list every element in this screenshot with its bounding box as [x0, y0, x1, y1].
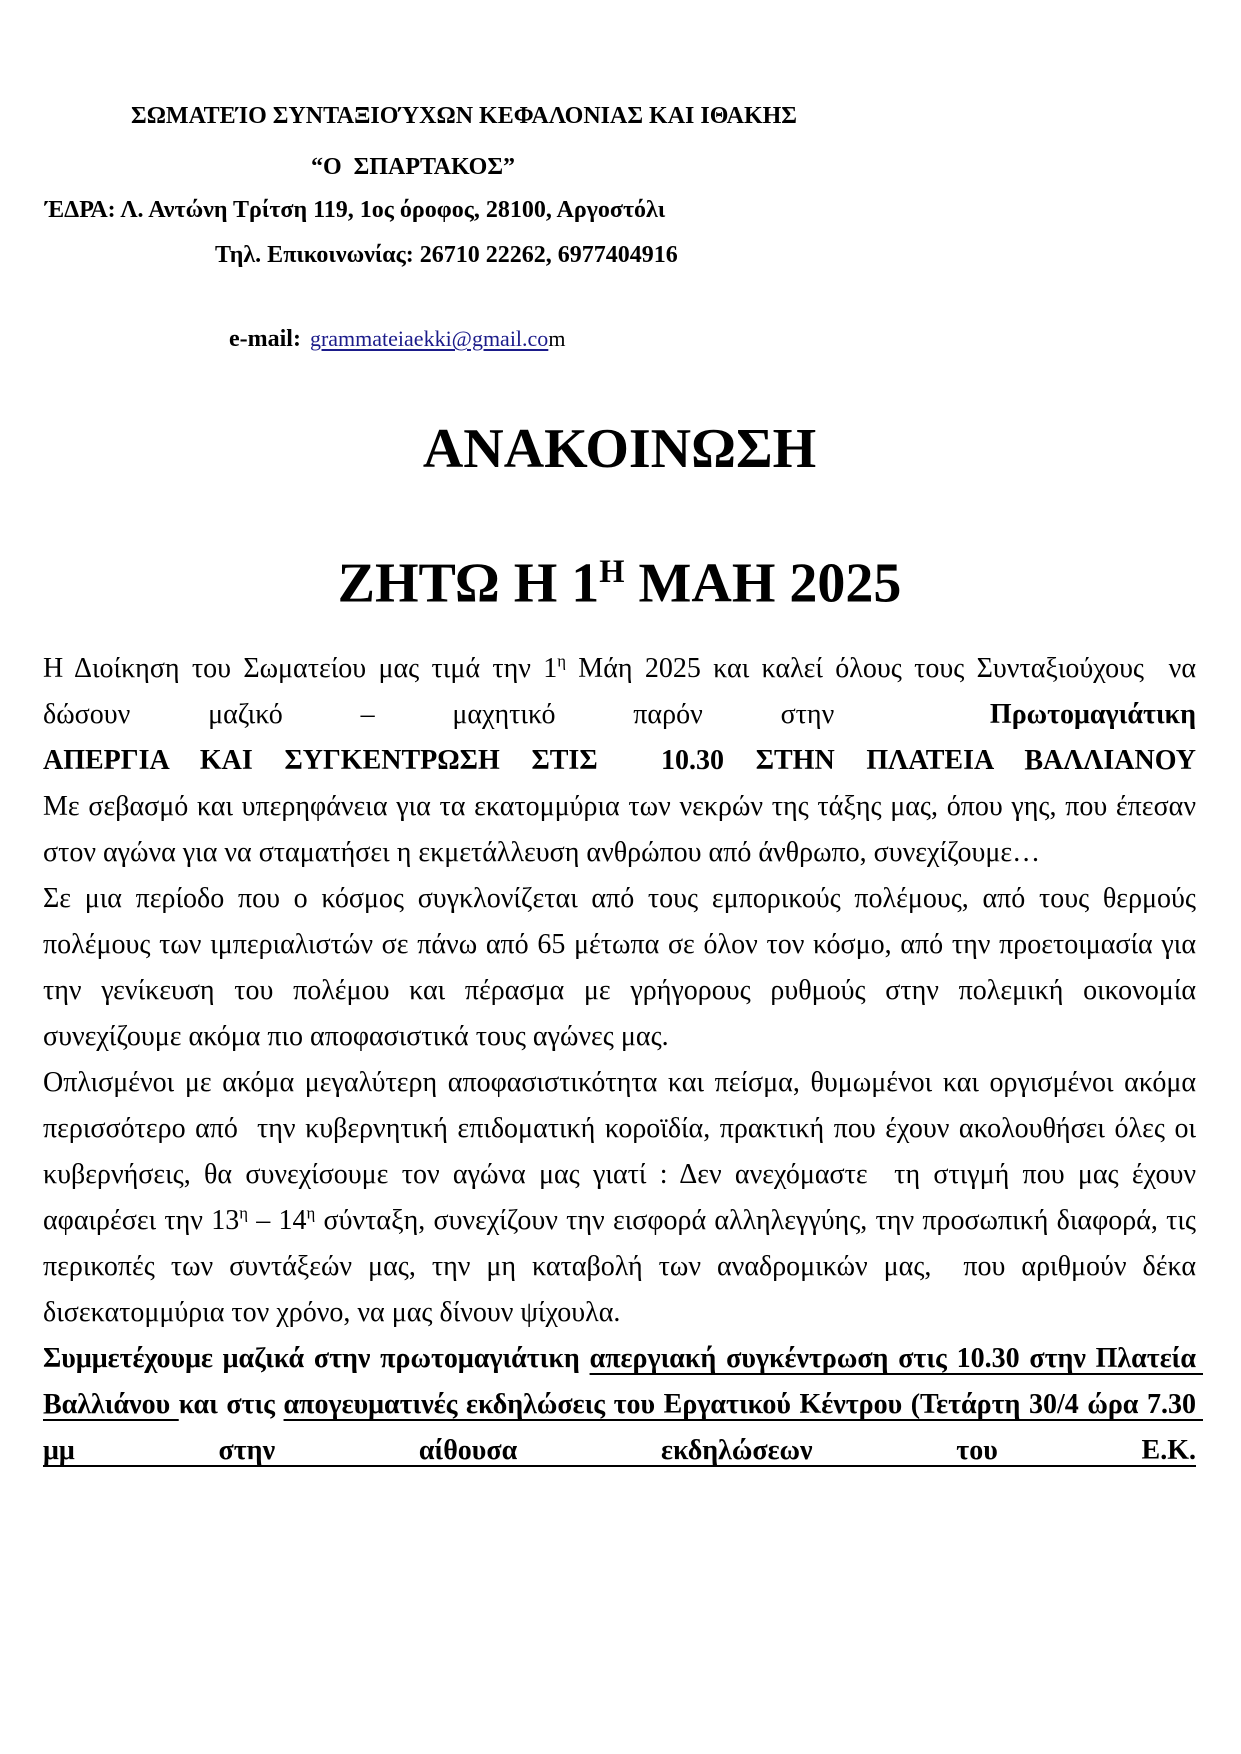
email-label: e-mail: [229, 326, 301, 352]
email-link[interactable]: grammateiaekki@gmail.co [309, 326, 549, 351]
email-line [43, 300, 1196, 378]
strike-gathering-heading: ΑΠΕΡΓΙΑ ΚΑΙ ΣΥΓΚΕΝΤΡΩΣΗ ΣΤΙΣ 10.30 ΣΤΗΝ ΠΛΑΤΕΙΑ ΒΑΛΛΙΑΝΟΥ [43, 744, 1196, 776]
paragraph-respect: Με σεβασμό και υπερηφάνεια για τα εκατομμύρια των νεκρών της τάξης μας, όπου γης, που έπεσαν στον αγώνα για να σταματήσει η εκμετάλλευση ανθρώπου από άνθρωπο, συνεχίζουμε… [43, 790, 1203, 868]
paragraph-armed-resolve: Οπλισμένοι με ακόμα μεγαλύτερη αποφασιστικότητα και πείσμα, θυμωμένοι και οργισμένοι ακόμα περισσότερο από την κυβερνητική επιδοματική κοροϊδία, πρακτική που έχουν ακολουθήσει όλες οι κυβερνήσεις, θα συνεχίσουμε τον αγώνα μας γιατί : Δεν ανεχόμαστε τη στιγμή που μας έχουν αφαιρέσει την $13^\eta - 14^\eta$ σύνταξη, συνεχίζουν την εισφορά αλληλεγγύης, την προσωπική διαφορά, τις περικοπές των συντάξεών μας, την μη καταβολή των αναδρομικών μας, που αριθμούν δέκα δισεκατομμύρια τον χρόνο, να μας δίνουν ψίχουλα. [43, 1066, 1203, 1328]
paragraph-intro: Η Διοίκηση του Σωματείου μας τιμά την $1^\eta$ Μάη 2025 και καλεί όλους τους Συνταξιούχους να δώσουν μαζικό – μαχητικό παρόν στην Πρωτομαγιάτικη [43, 651, 1203, 730]
paragraph-world-period: Σε μια περίοδο που ο κόσμος συγκλονίζεται από τους εμπορικούς πολέμους, από τους θερμούς πολέμους των ιμπεριαλιστών σε πάνω από 65 μέτωπα σε όλον τον κόσμο, από την προετοιμασία για την γενίκευση του πολέμου και πέρασμα με γρήγορους ρυθμούς στην πολεμική οικονομία συνεχίζουμε ακόμα πιο αποφασιστικά τους αγώνες μας. [43, 882, 1203, 1052]
association-motto: “Ο ΣΠΑΡΤΑΚΟΣ” [311, 154, 516, 180]
phone-line: Τηλ. Επικοινωνίας: 26710 22262, 6977404916 [215, 242, 678, 268]
address-line: ΈΔΡΑ: Λ. Αντώνη Τρίτση 119, 1ος όροφος, 28100, Αργοστόλι [45, 197, 666, 223]
may-day-slogan-title: ΖΗΤΩ Η $1^H$ ΜΑΗ 2025 [337, 552, 902, 615]
association-name: ΣΩΜΑΤΕΊΟ ΣΥΝΤΑΞΙΟΎΧΩΝ ΚΕΦΑΛΟΝΙΑΣ ΚΑΙ ΙΘΑΚΗΣ [131, 103, 797, 129]
announcement-title: ΑΝΑΚΟΙΝΩΣΗ [422, 418, 817, 480]
email-link-tail: m [548, 326, 566, 351]
paragraph-call-to-action: Συμμετέχουμε μαζικά στην πρωτομαγιάτικη απεργιακή συγκέντρωση στις 10.30 στην Πλατεία Βαλλιάνου και στις απογευματινές εκδηλώσεις του Εργατικού Κέντρου (Τετάρτη 30/4 ώρα 7.30 μμ στην αίθουσα εκδηλώσεων του Ε.Κ. [43, 1342, 1203, 1466]
